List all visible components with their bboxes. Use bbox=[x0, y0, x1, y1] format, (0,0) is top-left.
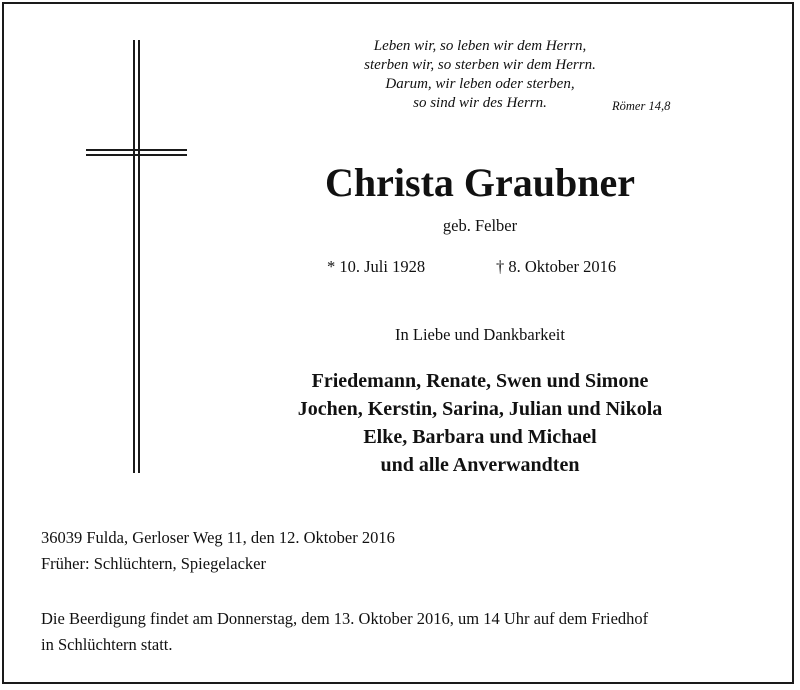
funeral-line: in Schlüchtern statt. bbox=[41, 635, 173, 654]
mourners-line: und alle Anverwandten bbox=[380, 454, 580, 476]
cross-horizontal-line bbox=[86, 154, 187, 156]
deceased-name: Christa Graubner bbox=[325, 160, 635, 205]
birth-date: * 10. Juli 1928 bbox=[327, 257, 426, 276]
mourners-line: Jochen, Kerstin, Sarina, Julian und Nikola bbox=[297, 398, 663, 420]
mourners-line: Friedemann, Renate, Swen und Simone bbox=[311, 370, 649, 392]
mourners-list bbox=[220, 367, 740, 479]
maiden-name: geb. Felber bbox=[442, 216, 518, 235]
address-line: 36039 Fulda, Gerloser Weg 11, den 12. Oktober 2016 bbox=[41, 528, 395, 547]
funeral-line: Die Beerdigung findet am Donnerstag, dem 13. Oktober 2016, um 14 Uhr auf dem Friedhof bbox=[41, 609, 649, 628]
verse-line: so sind wir des Herrn. bbox=[413, 95, 547, 111]
funeral-notice bbox=[41, 606, 761, 658]
verse-line: sterben wir, so sterben wir dem Herrn. bbox=[364, 57, 596, 73]
verse-reference: Römer 14,8 bbox=[612, 99, 671, 113]
mourners-line: Elke, Barbara und Michael bbox=[363, 426, 597, 448]
cross-vertical-line bbox=[133, 40, 135, 473]
address-block bbox=[41, 525, 395, 577]
mourners-intro: In Liebe und Dankbarkeit bbox=[395, 325, 565, 344]
address-line: Früher: Schlüchtern, Spiegelacker bbox=[41, 554, 266, 573]
death-date: † 8. Oktober 2016 bbox=[496, 257, 617, 276]
verse-line: Darum, wir leben oder sterben, bbox=[385, 76, 575, 92]
verse-line: Leben wir, so leben wir dem Herrn, bbox=[373, 38, 587, 54]
cross-horizontal-line bbox=[86, 149, 187, 151]
bible-verse bbox=[300, 37, 660, 113]
cross-vertical-line bbox=[138, 40, 140, 473]
